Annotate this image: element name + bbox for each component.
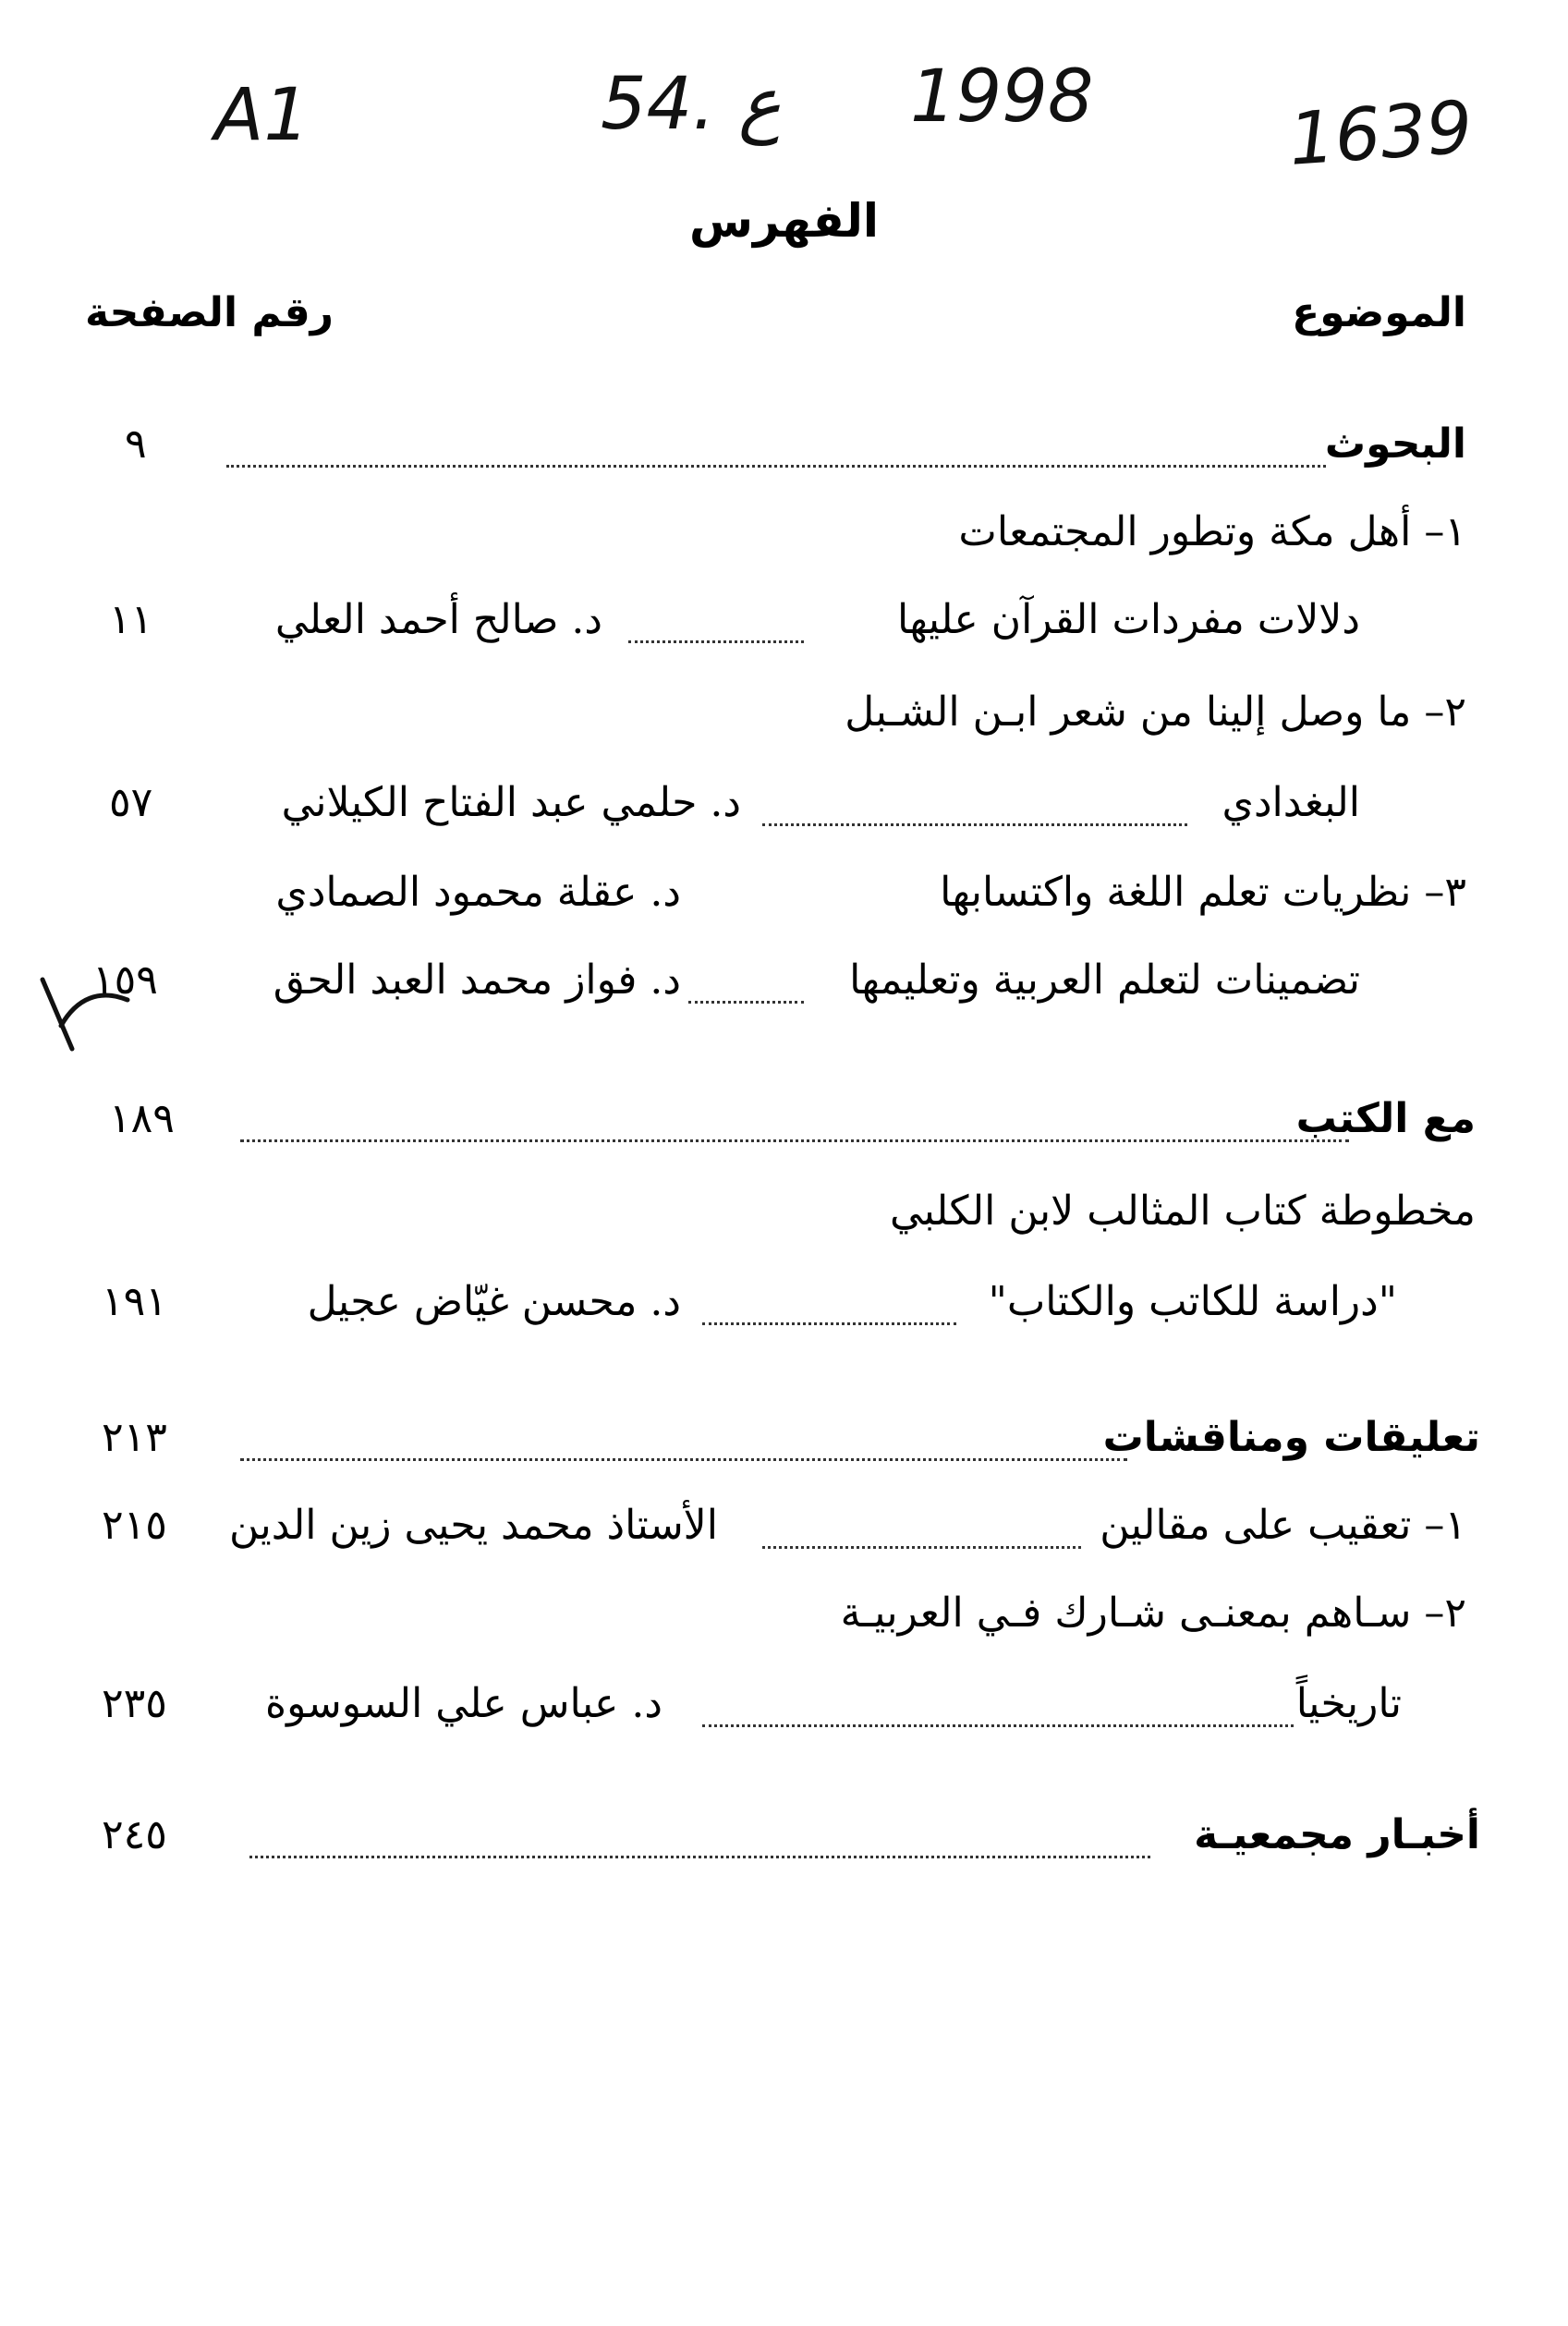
page-number: ٢١٥ [102,1502,167,1549]
toc-row [0,956,1568,1021]
page-number: ٥٧ [109,779,153,826]
entry-title: تاريخياً [1295,1680,1402,1727]
toc-row [0,1680,1568,1745]
entry-author: الأستاذ محمد يحيى زين الدين [229,1502,718,1549]
toc-row-books [0,1095,1568,1160]
entry-author: د. محسن غيّاض عجيل [307,1278,681,1325]
entry-title: مخطوطة كتاب المثالب لابن الكلبي [889,1187,1476,1235]
toc-row [0,1589,1568,1654]
toc-row [0,688,1568,753]
toc-row [0,1502,1568,1566]
dot-leader [240,1458,1127,1461]
dot-leader [628,640,804,643]
page-number: ٢٤٥ [102,1811,167,1858]
section-label-comments: تعليقات ومناقشات [1102,1414,1480,1461]
toc-row-research [0,420,1568,485]
entry-author: د. حلمي عبد الفتاح الكيلاني [281,779,741,826]
entry-author: د. عباس علي السوسوة [265,1680,662,1727]
entry-title: ١– أهل مكة وتطور المجتمعات [958,508,1466,555]
page-number-column-header: رقم الصفحة [85,289,334,336]
page-number: ٢١٣ [102,1414,167,1461]
dot-leader [226,465,1326,468]
page-number: ١٨٩ [109,1095,175,1142]
toc-row [0,1278,1568,1343]
handwritten-year: 1998 [910,55,1094,139]
entry-title: ١– تعقيب على مقالين [1100,1502,1466,1549]
toc-row-news [0,1811,1568,1876]
section-label-research: البحوث [1324,420,1466,468]
subject-column-header: الموضوع [1292,289,1466,336]
toc-row [0,508,1568,573]
entry-title: تضمينات لتعلم العربية وتعليمها [849,956,1360,1004]
page-number: ٩ [125,420,147,468]
entry-author: د. صالح أحمد العلي [274,596,602,643]
page-number: ١١ [109,596,153,643]
toc-row [0,869,1568,933]
toc-row [0,596,1568,661]
handwritten-check-mark [35,961,137,1053]
handwritten-code: 54. ع [601,63,782,146]
entry-title: ٢– سـاهم بمعنـى شـارك فـي العربيـة [840,1589,1466,1637]
entry-title: ٣– نظريات تعلم اللغة واكتسابها [940,869,1466,916]
entry-title: البغدادي [1222,779,1360,826]
page-number: ١٩١ [102,1278,167,1325]
toc-row-comments [0,1414,1568,1479]
handwritten-a1: A1 [214,74,310,157]
dot-leader [702,1724,1294,1727]
section-label-news: أخبـار مجمعيـة [1194,1811,1480,1858]
entry-author: د. عقلة محمود الصمادي [275,869,681,916]
dot-leader [762,823,1187,826]
page-number: ١٥٩ [92,956,158,1004]
entry-title: "دراسة للكاتب والكتاب" [988,1278,1397,1325]
dot-leader [762,1546,1081,1549]
dot-leader [702,1322,956,1325]
entry-author: د. فواز محمد العبد الحق [273,956,681,1004]
handwritten-number: 1639 [1286,86,1476,182]
entry-title: دلالات مفردات القرآن عليها [897,596,1360,643]
toc-row [0,779,1568,844]
dot-leader [688,1001,804,1004]
page-number: ٢٣٥ [102,1680,167,1727]
entry-title: ٢– ما وصل إلينا من شعر ابـن الشـبل [845,688,1466,736]
dot-leader [240,1139,1349,1142]
page-title: الفهرس [688,194,879,248]
section-label-books: مع الكتب [1295,1095,1476,1142]
dot-leader [249,1856,1150,1858]
toc-row [0,1187,1568,1252]
